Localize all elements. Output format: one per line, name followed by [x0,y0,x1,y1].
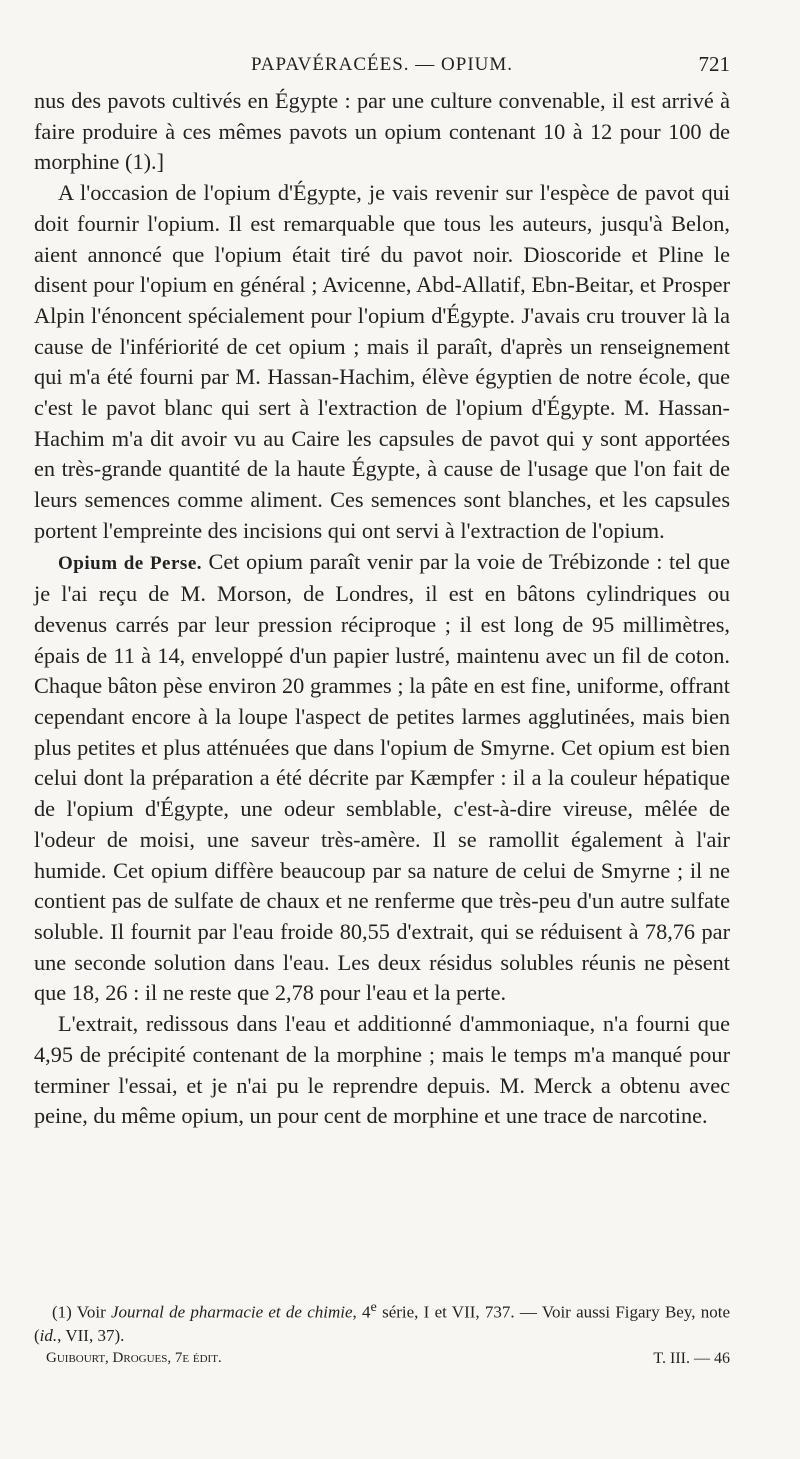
footnotes [34,1296,730,1347]
paragraph-2: A l'occasion de l'opium d'Égypte, je vais revenir sur l'espèce de pavot qui doit fournir l'opium. Il est remarquable que tous les auteurs, jusqu'à Belon, aient annoncé que l'opium était tiré du pavot noir. Dioscoride et Pline le disent pour l'opium en général ; Avicenne, Abd-Allatif, Ebn-Beitar, et Prosper Alpin l'énoncent spécialement pour l'opium d'Égypte. J'avais cru trouver là la cause de l'infériorité de cet opium ; mais il paraît, d'après un renseignement qui m'a été fourni par M. Hassan-Hachim, élève égyptien de notre école, que c'est le pavot blanc qui sert à l'extraction de l'opium d'Égypte. M. Hassan-Hachim m'a dit avoir vu au Caire les capsules de pavot qui y sont apportées en très-grande quantité de la haute Égypte, à cause de l'usage que l'on fait de leurs semences comme aliment. Ces semences sont blanches, et les capsules portent l'empreinte des incisions qui ont servi à l'extraction de l'opium. [34,180,730,543]
running-title: PAPAVÉRACÉES. — OPIUM. [250,54,514,75]
volume-gathering: T. III. — 46 [653,1350,730,1367]
page-footer [34,1350,730,1372]
paragraph-3 [34,547,730,1010]
page-header [34,44,730,84]
signature-mark: Guibourt, Drogues, 7e édit. [46,1350,222,1366]
footnote-1-journal: Journal de pharmacie et de chimie [111,1302,353,1322]
body-text [34,86,730,1132]
section-heading-opium-de-perse: Opium de Perse. [58,552,202,574]
footnote-1-mid: , 4 [352,1302,371,1322]
footnote-1-post: série, I et VII, 737. — Voir aussi Figary Bey, note ( [34,1302,731,1345]
footnote-1-sup: e [370,1299,377,1315]
paragraph-1: nus des pavots cultivés en Égypte : par une culture convenable, il est arrivé à faire produire à ces mêmes pavots un opium contenant 10 à 12 pour 100 de morphine (1).] [34,88,730,175]
footnote-1-mark: (1) [52,1302,72,1322]
footnote-1-pre: Voir [71,1302,111,1322]
footnote-1-id: id. [39,1325,58,1345]
footnote-1-end: , VII, 37). [57,1325,125,1345]
paragraph-3-text: Cet opium paraît venir par la voie de Trébizonde : tel que je l'ai reçu de M. Morson, de Londres, il est en bâtons cylindriques ou devenus carrés par leur pression réciproque ; il est long de 95 millimètres, épais de 11 à 14, enveloppé d'un papier lustré, maintenu avec un fil de coton. Chaque bâton pèse environ 20 grammes ; la pâte en est fine, uniforme, offrant cependant encore à la loupe l'aspect de petites larmes agglutinées, mais bien plus petites et plus atténuées que dans l'opium de Smyrne. Cet opium est bien celui dont la préparation a été décrite par Kæmpfer : il a la couleur hépatique de l'opium d'Égypte, une odeur semblable, c'est-à-dire vireuse, mêlée de l'odeur de moisi, une saveur très-amère. Il se ramollit également à l'air humide. Cet opium diffère beaucoup par sa nature de celui de Smyrne ; il ne contient pas de sulfate de chaux et ne renferme que très-peu d'un autre sulfate soluble. Il fournit par l'eau froide 80,55 d'extrait, qui se réduisent à 78,76 par une seconde solution dans l'eau. Les deux résidus solubles réunis ne pèsent que 18, 26 : il ne reste que 2,78 pour l'eau et la perte. [34,548,730,1006]
paragraph-4: L'extrait, redissous dans l'eau et additionné d'ammoniaque, n'a fourni que 4,95 de précipité contenant de la morphine ; mais le temps m'a manqué pour terminer l'essai, et je n'ai pu le reprendre depuis. M. Merck a obtenu avec peine, du même opium, un pour cent de morphine et une trace de narcotine. [34,1011,730,1129]
page-number: 721 [698,52,730,76]
footnote-1 [34,1296,730,1347]
